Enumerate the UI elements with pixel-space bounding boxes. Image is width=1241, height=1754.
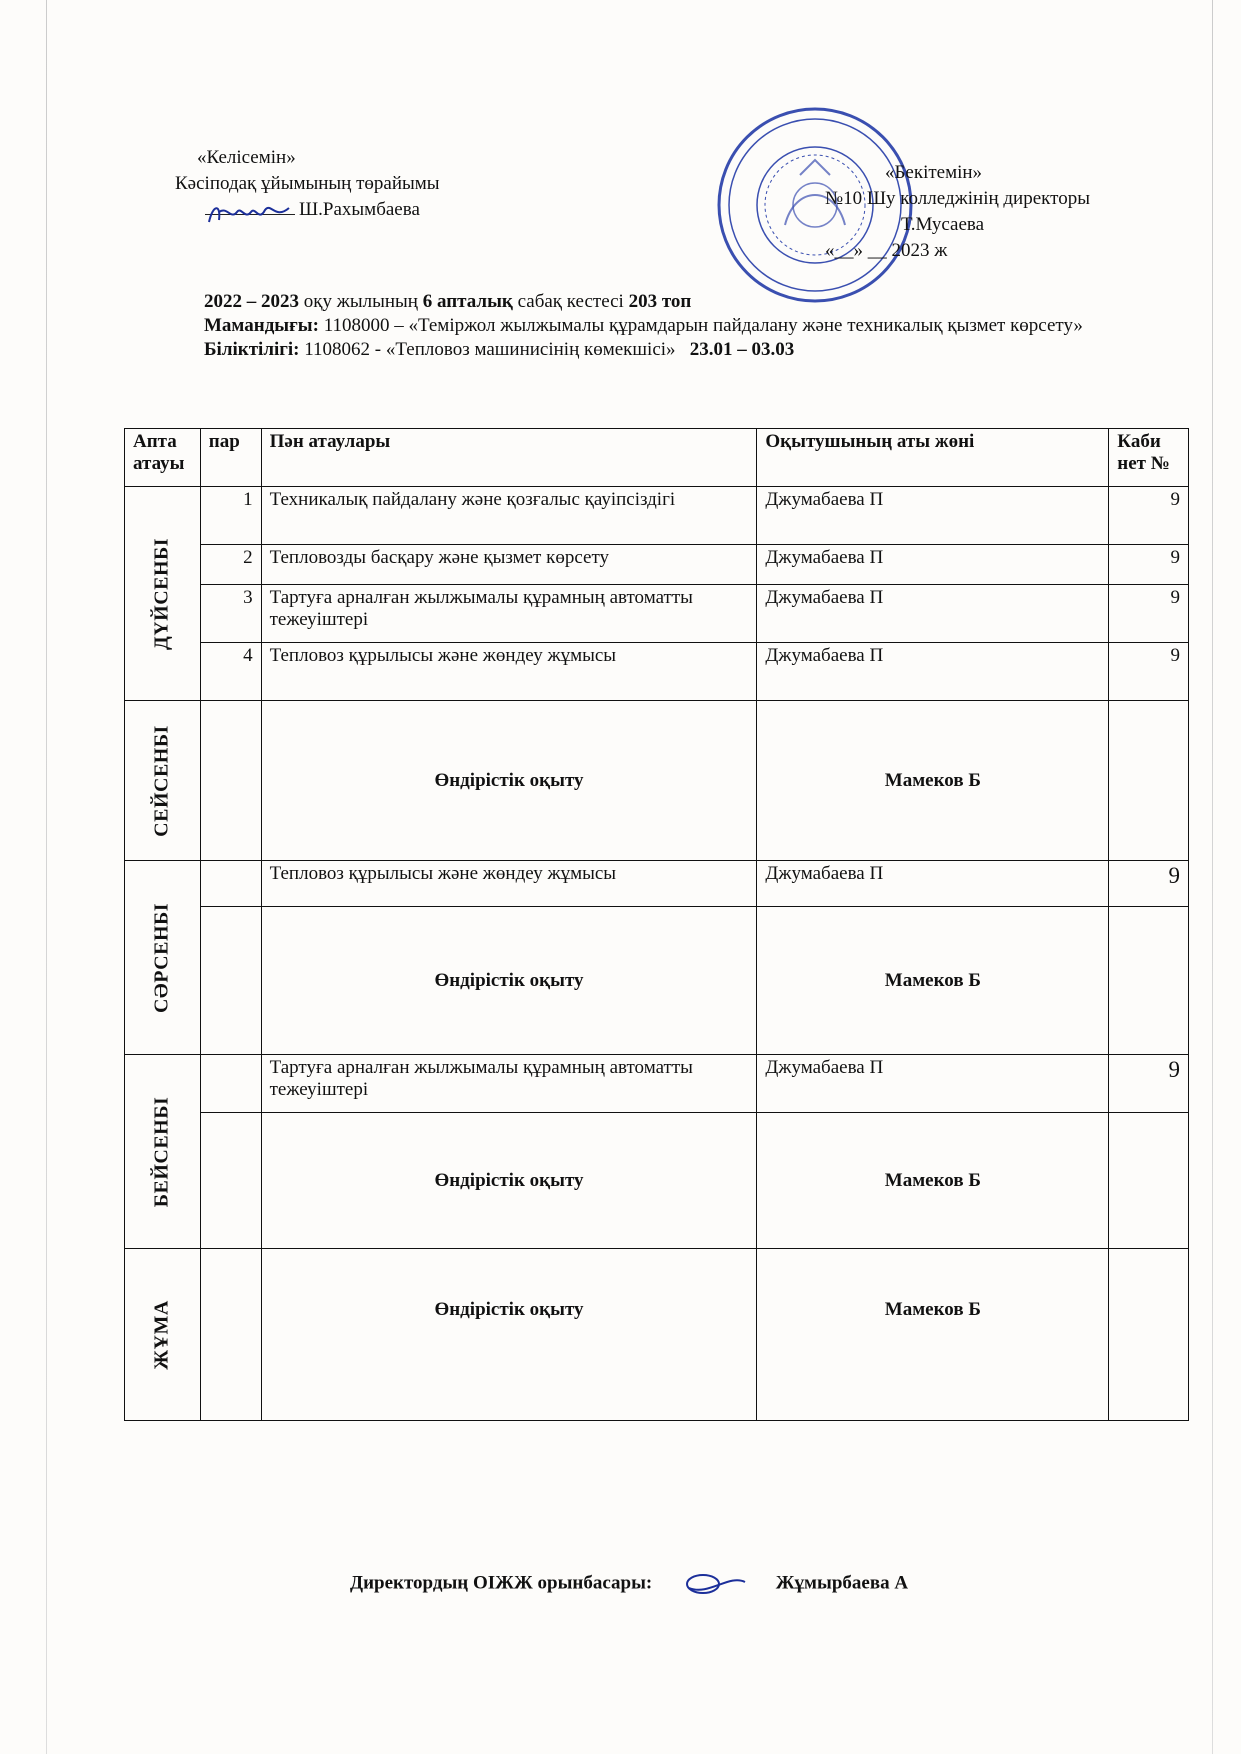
footer-signature (350, 1570, 908, 1598)
room-cell: 9 (1109, 1055, 1189, 1113)
day-monday: ДҮЙСЕНБІ (125, 487, 201, 701)
table-row (125, 585, 1189, 643)
header-text-1: оқу жылының (303, 291, 418, 312)
page-right-edge (1212, 0, 1213, 1754)
pair-number: 1 (200, 487, 261, 545)
pair-number: 4 (200, 643, 261, 701)
day-wednesday: СӘРСЕНБІ (125, 861, 201, 1055)
practice-cell: Өндірістік оқыту (261, 701, 757, 861)
day-friday: ЖҰМА (125, 1249, 201, 1421)
header-day: Апта атауы (125, 429, 201, 487)
footer-name: Жұмырбаева А (775, 1572, 909, 1594)
subject-cell: Тепловоз құрылысы және жөндеу жұмысы (261, 861, 757, 907)
group-number: 203 топ (628, 291, 692, 312)
room-cell (1109, 907, 1189, 1055)
teacher-cell: Джумабаева П (757, 861, 1109, 907)
table-row (125, 907, 1189, 1055)
teacher-cell: Мамеков Б (757, 1113, 1109, 1249)
room-cell: 9 (1109, 585, 1189, 643)
subject-cell: Тепловоз құрылысы және жөндеу жұмысы (261, 643, 757, 701)
teacher-cell: Джумабаева П (757, 1055, 1109, 1113)
specialty-label: Мамандығы: (204, 315, 319, 336)
qualification-label: Біліктілігі: (204, 339, 300, 360)
teacher-cell: Джумабаева П (757, 545, 1109, 585)
teacher-cell: Джумабаева П (757, 643, 1109, 701)
table-row (125, 1113, 1189, 1249)
subject-cell: Тартуға арналған жылжымалы құрамның автоматты тежеуіштері (261, 1055, 757, 1113)
approval-right-position: №10 Шу колледжінің директоры (825, 188, 1090, 209)
room-cell (1109, 701, 1189, 861)
pair-number (200, 1055, 261, 1113)
approval-right-name: Т.Мусаева (901, 214, 985, 235)
approval-left-signature-line (175, 197, 440, 223)
pair-number (200, 861, 261, 907)
room-cell: 9 (1109, 861, 1189, 907)
approval-left-block (175, 145, 440, 223)
signature-icon (679, 1570, 749, 1598)
qualification-value: 1108062 - «Тепловоз машинисінің көмекшісі» (304, 339, 676, 360)
header-line-1 (204, 290, 1164, 314)
day-tuesday: СЕЙСЕНБІ (125, 701, 201, 861)
teacher-cell: Джумабаева П (757, 585, 1109, 643)
pair-number (200, 1249, 261, 1421)
table-row (125, 545, 1189, 585)
subject-cell: Техникалық пайдалану және қозғалыс қауіпсіздігі (261, 487, 757, 545)
schedule-table (124, 428, 1189, 1421)
header-par: пар (200, 429, 261, 487)
pair-number (200, 907, 261, 1055)
footer-role: Директордың ОІЖЖ орынбасары: (350, 1572, 653, 1594)
pair-number (200, 1113, 261, 1249)
approval-left-name: Ш.Рахымбаева (299, 199, 420, 220)
room-cell: 9 (1109, 643, 1189, 701)
schedule-header (204, 290, 1164, 362)
practice-cell: Өндірістік оқыту (261, 1249, 757, 1421)
table-row (125, 1055, 1189, 1113)
approval-right-block (825, 160, 1090, 264)
specialty-line (204, 314, 1164, 338)
day-thursday: БЕЙСЕНБІ (125, 1055, 201, 1249)
teacher-cell: Мамеков Б (757, 1249, 1109, 1421)
header-subject: Пән атаулары (261, 429, 757, 487)
table-row (125, 1249, 1189, 1421)
table-row (125, 861, 1189, 907)
approval-right-date: «__» __ 2023 ж (825, 240, 948, 261)
specialty-value: 1108000 – «Теміржол жылжымалы құрамдарын пайдалану және техникалық қызмет көрсету» (323, 315, 1083, 336)
teacher-cell: Мамеков Б (757, 907, 1109, 1055)
qualification-line (204, 338, 1164, 362)
subject-cell: Тартуға арналған жылжымалы құрамның автоматты тежеуіштері (261, 585, 757, 643)
pair-number: 3 (200, 585, 261, 643)
page-left-edge (46, 0, 47, 1754)
header-room: Каби нет № (1109, 429, 1189, 487)
pair-number: 2 (200, 545, 261, 585)
approval-left-position: Кәсіподақ ұйымының төрайымы (175, 173, 440, 194)
room-cell: 9 (1109, 545, 1189, 585)
room-cell (1109, 1249, 1189, 1421)
pair-number (200, 701, 261, 861)
approval-right-title: «Бекітемін» (885, 162, 983, 183)
practice-cell: Өндірістік оқыту (261, 1113, 757, 1249)
room-cell (1109, 1113, 1189, 1249)
header-text-2: сабақ кестесі (517, 291, 624, 312)
signature-icon (205, 214, 295, 215)
academic-year: 2022 – 2023 (204, 291, 299, 312)
practice-cell: Өндірістік оқыту (261, 907, 757, 1055)
teacher-cell: Джумабаева П (757, 487, 1109, 545)
approval-left-title: «Келісемін» (197, 147, 296, 168)
teacher-cell: Мамеков Б (757, 701, 1109, 861)
table-row (125, 643, 1189, 701)
period: 23.01 – 03.03 (689, 339, 795, 360)
table-header-row (125, 429, 1189, 487)
table-row (125, 701, 1189, 861)
room-cell: 9 (1109, 487, 1189, 545)
subject-cell: Тепловозды басқару және қызмет көрсету (261, 545, 757, 585)
weeks-count: 6 апталық (422, 291, 513, 312)
table-row (125, 487, 1189, 545)
header-teacher: Оқытушының аты жөні (757, 429, 1109, 487)
